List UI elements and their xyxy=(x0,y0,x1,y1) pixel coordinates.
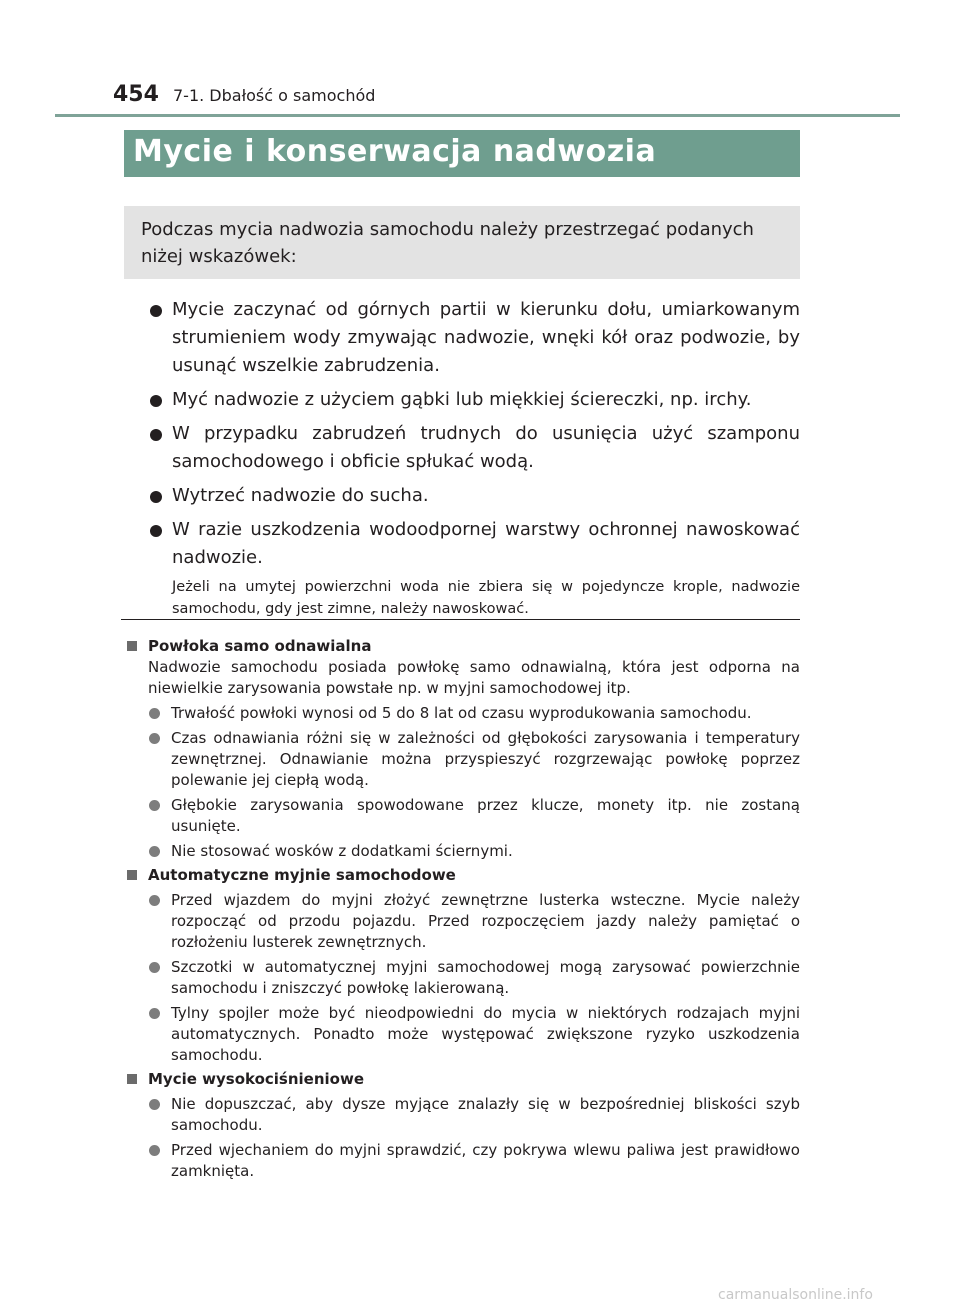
list-item: Przed wjechaniem do myjni sprawdzić, czy pokrywa wlewu paliwa jest prawidłowo zamknięta. xyxy=(124,1140,800,1182)
bullet-icon xyxy=(149,962,160,973)
list-item xyxy=(150,296,800,380)
list-item: Czas odnawiania różni się w zależności od głębokości zarysowania i temperatury zewnętrznej. Odnawianie można przyspieszyć rozgrzewając powłokę poprzez polewanie jej ciepłą wodą. xyxy=(124,728,800,791)
bullet-icon xyxy=(150,305,162,317)
list-item: Nie stosować wosków z dodatkami ściernymi. xyxy=(124,841,800,862)
watermark: carmanualsonline.info xyxy=(718,1287,873,1303)
bullet-icon xyxy=(149,1099,160,1110)
list-item xyxy=(150,420,800,476)
list-item xyxy=(150,516,800,572)
list-item: Trwałość powłoki wynosi od 5 do 8 lat od czasu wyprodukowania samochodu. xyxy=(124,703,800,724)
bullet-icon xyxy=(150,491,162,503)
bullet-note: Jeżeli na umytej powierzchni woda nie zbiera się w pojedyncze krople, nadwozie samochodu, gdy jest zimne, należy nawoskować. xyxy=(172,579,800,617)
square-bullet-icon xyxy=(127,1074,137,1084)
bullet-icon xyxy=(149,1145,160,1156)
list-item: Tylny spojler może być nieodpowiedni do mycia w niektórych rodzajach myjni automatycznych. Ponadto może występować zwiększone ryzyko uszkodzenia samochodu. xyxy=(124,1003,800,1066)
title-bar xyxy=(124,130,800,177)
section-divider xyxy=(121,619,800,620)
list-item-text: W przypadku zabrudzeń trudnych do usunięcia użyć szamponu samochodowego i obficie spłukać wodą. xyxy=(172,423,800,472)
page-number: 454 xyxy=(113,82,159,107)
list-item: Głębokie zarysowania spowodowane przez klucze, monety itp. nie zostaną usunięte. xyxy=(124,795,800,837)
bullet-icon xyxy=(150,429,162,441)
list-item xyxy=(150,386,800,414)
square-bullet-icon xyxy=(127,641,137,651)
section-heading: Automatyczne myjnie samochodowe xyxy=(124,865,800,886)
bullet-icon xyxy=(149,800,160,811)
list-item xyxy=(150,482,800,510)
notes-section xyxy=(124,636,800,1185)
list-item: Przed wjazdem do myjni złożyć zewnętrzne lusterka wsteczne. Mycie należy rozpocząć od przodu pojazdu. Przed rozpoczęciem jazdy należy pamiętać o rozłożeniu lusterek zewnętrznych. xyxy=(124,890,800,953)
section-heading: Powłoka samo odnawialna xyxy=(124,636,800,657)
bullet-icon xyxy=(149,708,160,719)
list-item-text: Wytrzeć nadwozie do sucha. xyxy=(172,485,429,506)
list-item: Szczotki w automatycznej myjni samochodowej mogą zarysować powierzchnie samochodu i zniszczyć powłokę lakierowaną. xyxy=(124,957,800,999)
header-rule xyxy=(55,114,900,117)
list-item-text: Myć nadwozie z użyciem gąbki lub miękkiej ściereczki, np. irchy. xyxy=(172,389,752,410)
list-item: Nie dopuszczać, aby dysze myjące znalazły się w bezpośredniej bliskości szyb samochodu. xyxy=(124,1094,800,1136)
page-title: Mycie i konserwacja nadwozia xyxy=(133,134,657,169)
list-item-text: W razie uszkodzenia wodoodpornej warstwy ochronnej nawoskować nadwozie. xyxy=(172,519,800,568)
bullet-icon xyxy=(149,846,160,857)
list-item-text: Mycie zaczynać od górnych partii w kierunku dołu, umiarkowanym strumieniem wody zmywając nadwozie, wnęki kół oraz podwozie, by usunąć wszelkie zabrudzenia. xyxy=(172,299,800,376)
intro-text: Podczas mycia nadwozia samochodu należy przestrzegać podanych niżej wskazówek: xyxy=(141,219,754,267)
square-bullet-icon xyxy=(127,870,137,880)
main-bullet-list xyxy=(150,296,800,620)
bullet-icon xyxy=(149,1008,160,1019)
bullet-icon xyxy=(149,733,160,744)
section-path: 7-1. Dbałość o samochód xyxy=(173,86,376,105)
bullet-icon xyxy=(150,395,162,407)
page-header xyxy=(113,82,903,112)
section-body: Nadwozie samochodu posiada powłokę samo odnawialną, która jest odporna na niewielkie zarysowania powstałe np. w myjni samochodowej itp. xyxy=(148,658,800,697)
bullet-icon xyxy=(149,895,160,906)
bullet-icon xyxy=(150,525,162,537)
intro-box xyxy=(124,206,800,279)
section-heading: Mycie wysokociśnieniowe xyxy=(124,1069,800,1090)
